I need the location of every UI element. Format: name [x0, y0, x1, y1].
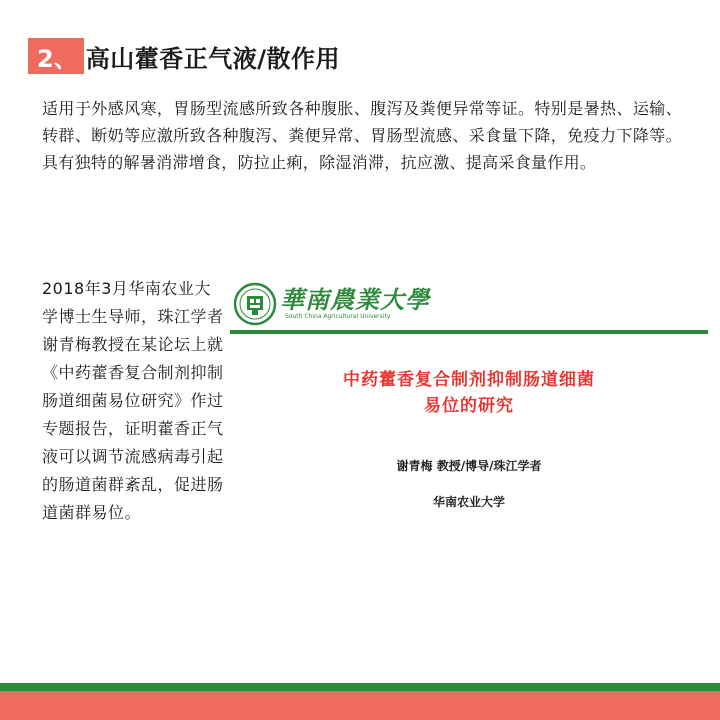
intro-paragraph: 适用于外感风寒，胃肠型流感所致各种腹胀、腹泻及粪便异常等证。特别是暑热、运输、转群、断奶等应激所致各种腹泻、粪便异常、胃肠型流感、采食量下降，免疫力下降等。具有独特的解暑消滞增食，防拉止痢，除湿消滞，抗应激、提高采食量作用。	[42, 99, 682, 172]
slide-organization: 华南农业大学	[432, 495, 505, 509]
footer-red-band	[0, 691, 720, 720]
section-heading	[28, 38, 340, 74]
presentation-slide-image	[230, 275, 708, 615]
slide-title	[230, 367, 708, 419]
slide-title-line-2: 易位的研究	[424, 396, 514, 416]
slide-divider	[230, 330, 708, 334]
slide-author: 谢青梅 教授/博导/珠江学者	[396, 459, 542, 473]
research-note-paragraph: 2018年3月华南农业大学博士生导师，珠江学者谢青梅教授在某论坛上就《中药藿香复合制剂抑制肠道细菌易位研究》作过专题报告，证明藿香正气液可以调节流感病毒引起的肠道菌群紊乱，促进肠道菌群易位。	[42, 279, 224, 522]
section-title: 高山藿香正气液/散作用	[85, 44, 340, 73]
section-number-badge: 2、	[28, 38, 84, 74]
university-name-cn: 華南農業大學	[280, 285, 430, 314]
university-name-en: South China Agricultural University	[285, 313, 391, 320]
university-emblem-icon	[233, 282, 277, 326]
slide-title-line-1: 中药藿香复合制剂抑制肠道细菌	[343, 370, 595, 390]
footer-green-stripe	[0, 683, 720, 691]
